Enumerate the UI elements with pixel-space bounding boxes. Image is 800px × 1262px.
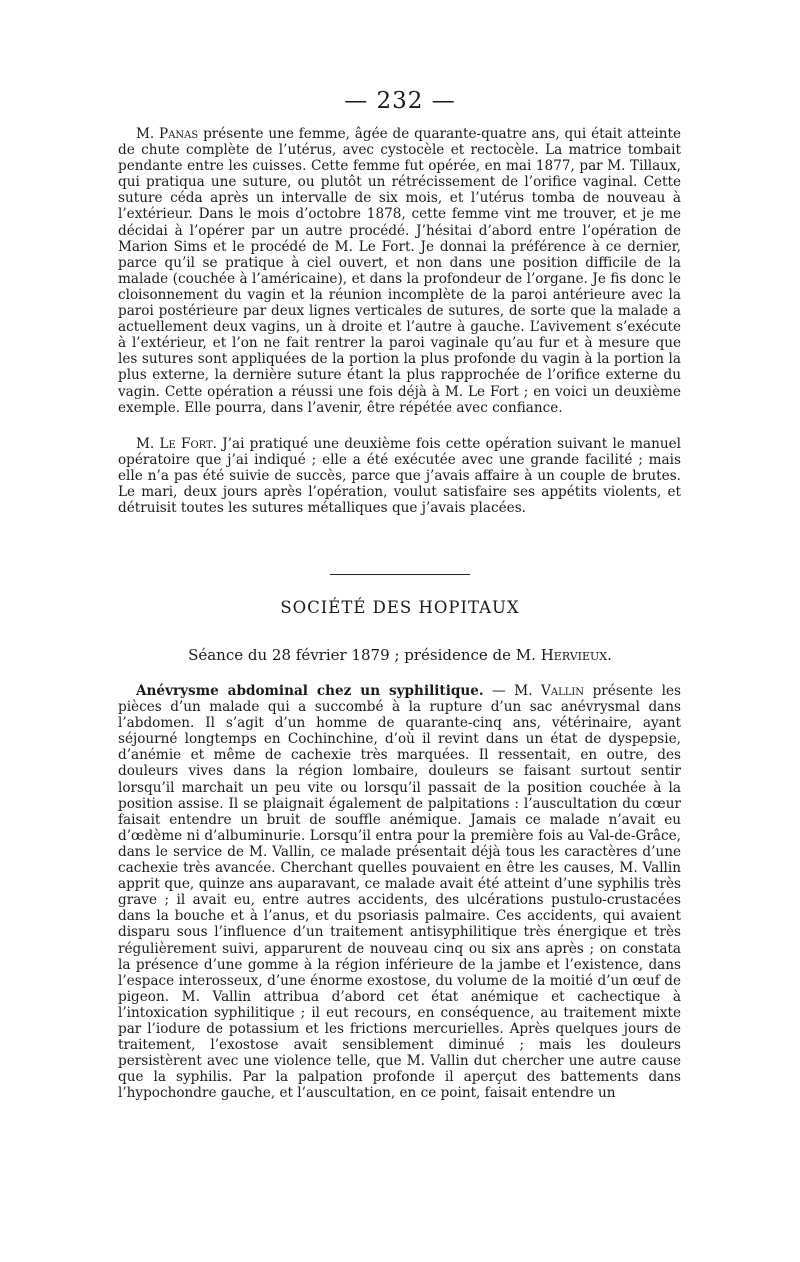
page-number: — 232 — [344,88,456,114]
session-prefix: Séance du 28 février 1879 ; présidence de M. [188,646,541,664]
heading-dash: — M. [483,683,542,699]
paragraph-text: présente une femme, âgée de quarante-quatre ans, qui était atteinte de chute complète de l’utérus, avec cystocèle et rectocèle. La matrice tombait pendante entre les cuisses. Cette femme fut opérée, en mai 1877, par M. Tillaux, qui pratiqua une suture, ou plutôt un rétrécissement de l’orifice vaginal. Cette suture céda après un intervalle de six mois, et l’utérus tomba de nouveau à l’extérieur. Dans le mois d’octobre 1878, cette femme vint me trouver, et je me décidai à l’opérer par un autre procédé. J’hésitai d’abord entre l’opération de Marion Sims et le procédé de M. Le Fort. Je donnai la préférence à ce dernier, parce qu’il se pratique à ciel ouvert, et non dans une position difficile de la malade (couchée à l’américaine), et dans la profondeur de l’organe. Je fis donc le cloisonnement du vagin et la réunion incomplète de la paroi antérieure avec la paroi postérieure par deux lignes verticales de sutures, de sorte que la malade a actuellement deux vagins, un à droite et l’autre à gauche. L’avivement s’exécute à l’extérieur, et l’on ne fait rentrer la paroi vaginale qu’au fur et à mesure que les sutures sont appliquées de la portion la plus profonde du vagin à la portion la plus externe, la dernière suture étant la plus rapprochée de l’orifice externe du vagin. Cette opération a réussi une fois déjà à M. Le Fort ; en voici un deuxième exemple. Elle pourra, dans l’avenir, être répétée avec confiance. [118,126,681,416]
paragraph-text: présente les pièces d’un malade qui a succombé à la rupture d’un sac anévrysmal dans l’abdomen. Il s’agit d’un homme de quarante-cinq ans, vétérinaire, ayant séjourné longtemps en Cochinchine, d’où il revint dans un état de dyspepsie, d’anémie et même de cachexie très marquées. Il ressentait, en outre, des douleurs vives dans la région lombaire, douleurs se faisant surtout sentir lorsqu’il marchait un peu vite ou lorsqu’il passait de la position couchée à la position assise. Il se plaignait également de palpitations : l’auscultation du cœur faisait entendre un bruit de souffle anémique. Jamais ce malade n’avait eu d’œdème ni d’albuminurie. Lorsqu’il entra pour la première fois au Val-de-Grâce, dans le service de M. Vallin, ce malade présentait déjà tous les caractères d’une cachexie très avancée. Cherchant quelles pouvaient en être les causes, M. Vallin apprit que, quinze ans auparavant, ce malade avait été atteint d’une syphilis très grave ; il avait eu, entre autres accidents, des ulcérations pustulo-crustacées dans la bouche et à l’anus, et du psoriasis palmaire. Ces accidents, qui avaient disparu sous l’influence d’un traitement antisyphilitique très énergique et très régulièrement suivi, apparurent de nouveau cinq ou six ans après ; on constata la présence d’une gomme à la région inférieure de la jambe et l’existence, dans l’espace interosseux, d’une énorme exostose, du volume de la moitié d’un œuf de pigeon. M. Vallin attribua d’abord cet état anémique et cachectique à l’intoxication syphilitique ; il eut recours, en conséquence, au traitement mixte par l’iodure de potassium et les frictions mercurielles. Après quelques jours de traitement, l’exostose avait sensiblement diminué ; mais les douleurs persistèrent avec une violence telle, que M. Vallin dut chercher une autre cause que la syphilis. Par la palpation profonde il aperçut des battements dans l’hypochondre gauche, et l’auscultation, en ce point, faisait entendre un [118,683,681,1102]
paragraph-panas [118,126,681,416]
session-line [0,646,800,664]
paragraph-le-fort [118,436,681,516]
speaker-name: M. Le Fort. [136,436,217,452]
speaker-name: Vallin [541,683,585,699]
article-heading: Anévrysme abdominal chez un syphilitique. [136,683,484,699]
paragraph-text: J’ai pratiqué une deuxième fois cette opération suivant le manuel opératoire que j’ai indiqué ; elle a été exécutée avec une grande facilité ; mais elle n’a pas été suivie de succès, parce que j’avais affaire à un couple de brutes. Le mari, deux jours après l’opération, voulut satisfaire ses appétits violents, et détruisit toutes les sutures métalliques que j’avais placées. [118,436,681,517]
speaker-name: M. Panas [136,126,199,142]
paragraph-vallin [118,683,681,1101]
section-divider [330,574,470,575]
president-name: Hervieux. [540,646,612,664]
section-title: SOCIÉTÉ DES HOPITAUX [280,598,520,617]
